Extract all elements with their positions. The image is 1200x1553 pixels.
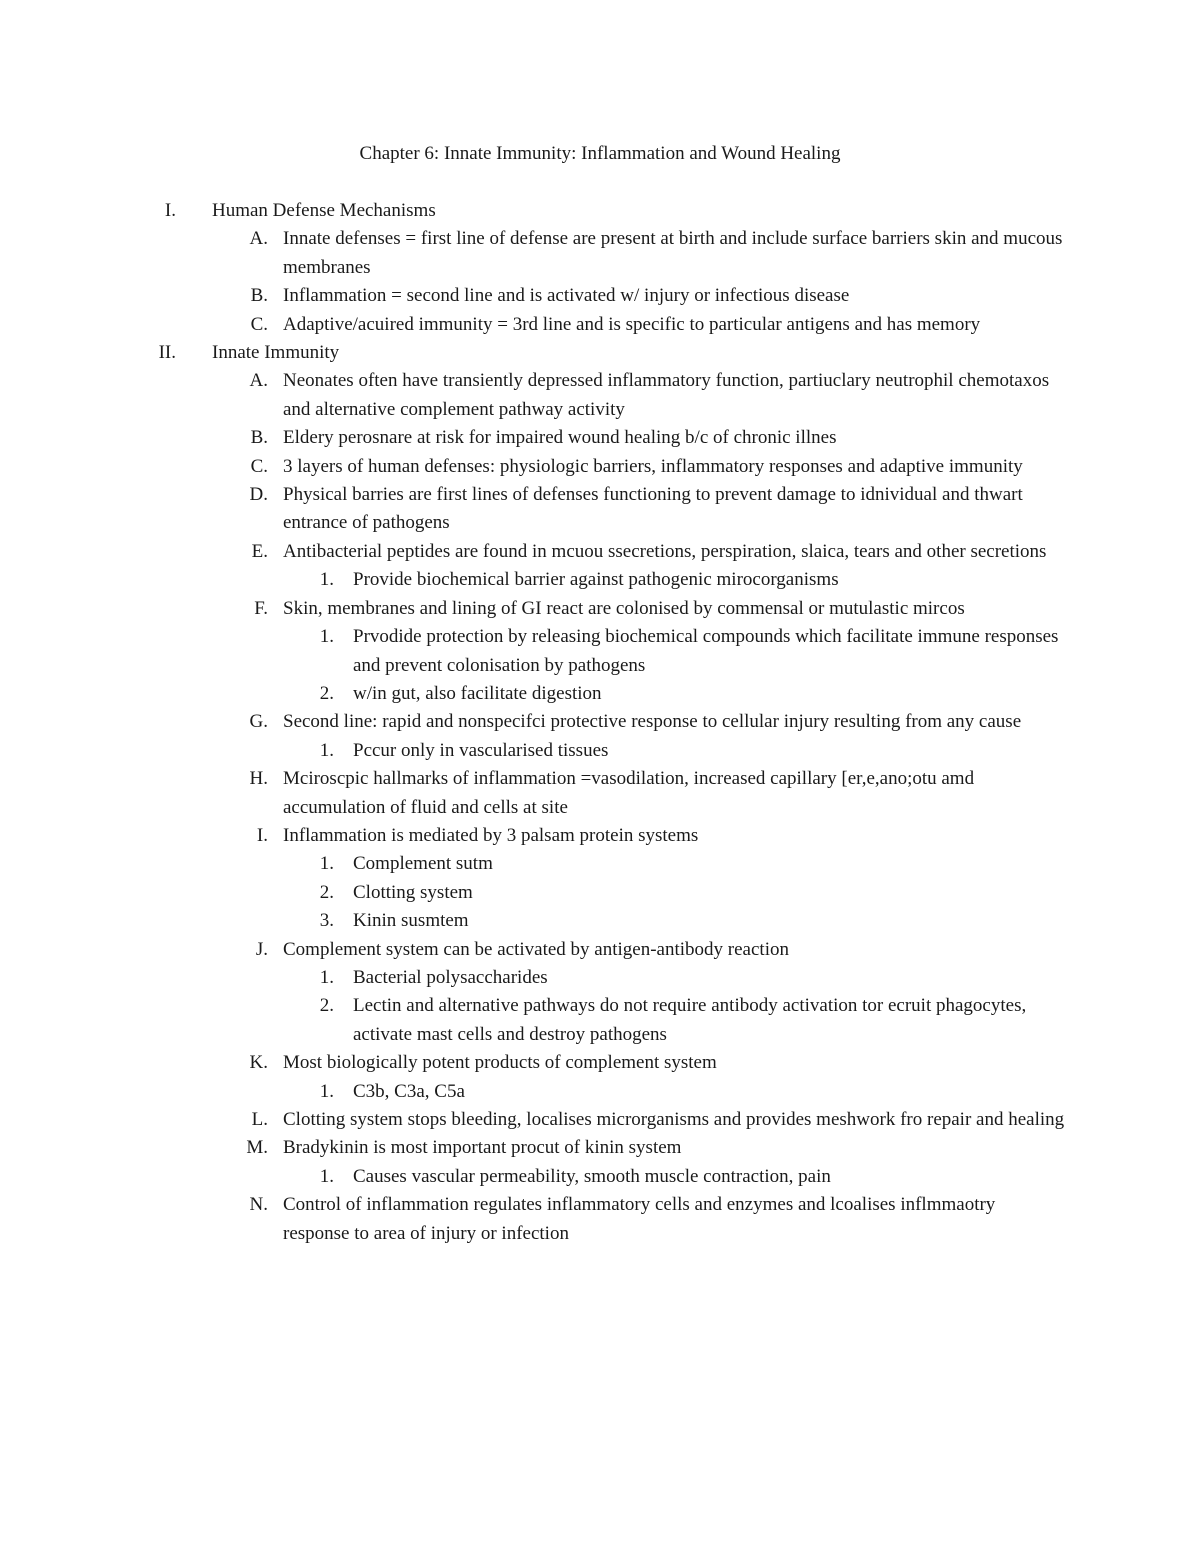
outline-text: Second line: rapid and nonspecifci protective response to cellular injury resulting from any cause — [283, 711, 1022, 733]
outline-marker: 2. — [319, 995, 334, 1017]
outline-marker: 1. — [319, 569, 334, 591]
outline-text: Prvodide protection by releasing biochemical compounds which facilitate immune responses and prevent colonisation by pathogens — [353, 626, 1059, 676]
outline-item-level-2 — [0, 595, 1200, 623]
outline-marker: D. — [249, 484, 268, 506]
outline-marker: F. — [254, 597, 268, 619]
outline-item-level-2 — [0, 424, 1200, 452]
outline-item-level-2 — [0, 311, 1200, 339]
outline-marker: L. — [251, 1109, 268, 1130]
outline-text: Kinin susmtem — [353, 910, 469, 932]
outline-item-level-1 — [0, 339, 1200, 367]
outline-marker: I. — [164, 200, 176, 221]
outline-marker: 2. — [319, 881, 334, 903]
outline-text: Physical barries are first lines of defenses functioning to prevent damage to idnividual and thwart entrance of pathogens — [283, 484, 1023, 534]
outline-marker: 1. — [319, 853, 334, 875]
outline-marker: K. — [249, 1052, 268, 1074]
outline-text: Clotting system — [353, 881, 473, 903]
outline-text: Antibacterial peptides are found in mcuou ssecretions, perspiration, slaica, tears and other secretions — [283, 540, 1047, 562]
outline-marker: C. — [250, 313, 268, 335]
outline-item-level-3 — [0, 623, 1200, 680]
outline-text: C3b, C3a, C5a — [353, 1080, 465, 1102]
outline-item-level-1 — [0, 197, 1200, 225]
page-title: Chapter 6: Innate Immunity: Inflammation and Wound Healing — [359, 143, 841, 164]
outline-item-level-2 — [0, 282, 1200, 310]
outline-text: Inflammation is mediated by 3 palsam protein systems — [283, 824, 699, 846]
outline-item-level-2 — [0, 367, 1200, 424]
outline-text: Most biologically potent products of complement system — [283, 1052, 717, 1074]
outline-marker: 1. — [319, 1165, 334, 1187]
outline-marker: G. — [249, 711, 268, 733]
outline-marker: N. — [249, 1194, 268, 1216]
outline-marker: 1. — [319, 966, 334, 988]
outline-item-level-3 — [0, 1078, 1200, 1106]
outline-text: Clotting system stops bleeding, localises microrganisms and provides meshwork fro repair and healing — [283, 1109, 1065, 1130]
outline-item-level-2 — [0, 708, 1200, 736]
outline-marker: II. — [158, 342, 176, 364]
outline-item-level-2 — [0, 1106, 1200, 1134]
outline-item-level-3 — [0, 680, 1200, 708]
outline-text: Causes vascular permeability, smooth muscle contraction, pain — [353, 1165, 831, 1187]
outline-marker: A. — [249, 370, 268, 392]
outline-marker: M. — [246, 1137, 268, 1159]
outline-text: Bradykinin is most important procut of kinin system — [283, 1137, 682, 1159]
outline-text: Human Defense Mechanisms — [212, 200, 436, 221]
outline-marker: J. — [255, 938, 268, 960]
outline-text: Innate Immunity — [212, 342, 340, 364]
outline-marker: A. — [249, 228, 268, 250]
outline-item-level-3 — [0, 566, 1200, 594]
outline-item-level-3 — [0, 907, 1200, 935]
outline-text: Inflammation = second line and is activated w/ injury or infectious disease — [283, 285, 850, 307]
outline-marker: E. — [251, 540, 268, 562]
outline-marker: B. — [250, 285, 268, 307]
outline-item-level-3 — [0, 964, 1200, 992]
outline-text: Neonates often have transiently depressed inflammatory function, partiuclary neutrophil chemotaxos and alternative complement pathway activity — [283, 370, 1050, 420]
outline-item-level-2 — [0, 1191, 1200, 1248]
outline-item-level-3 — [0, 737, 1200, 765]
outline-item-level-3 — [0, 992, 1200, 1049]
outline-marker: I. — [256, 824, 268, 846]
outline-text: Pccur only in vascularised tissues — [353, 739, 609, 761]
outline-text: Skin, membranes and lining of GI react are colonised by commensal or mutulastic mircos — [283, 597, 965, 619]
outline-marker: 2. — [319, 682, 334, 704]
outline-marker: C. — [250, 455, 268, 477]
outline-text: Mciroscpic hallmarks of inflammation =vasodilation, increased capillary [er,e,ano;otu amd accumulation of fluid and cells at site — [283, 768, 975, 818]
outline-marker: B. — [250, 427, 268, 449]
outline-item-level-3 — [0, 850, 1200, 878]
outline-item-level-2 — [0, 936, 1200, 964]
outline-text: w/in gut, also facilitate digestion — [353, 682, 602, 704]
outline-text: Provide biochemical barrier against pathogenic mirocorganisms — [353, 569, 839, 591]
outline-item-level-2 — [0, 481, 1200, 538]
outline-text: Complement sutm — [353, 853, 493, 875]
outline-marker: 1. — [319, 1080, 334, 1102]
outline-text: Eldery perosnare at risk for impaired wound healing b/c of chronic illnes — [283, 427, 837, 449]
outline-item-level-2 — [0, 453, 1200, 481]
outline-item-level-2 — [0, 1134, 1200, 1162]
outline-list — [0, 197, 1200, 1248]
outline-text: Control of inflammation regulates inflammatory cells and enzymes and lcoalises inflmmaotry response to area of injury or infection — [283, 1194, 996, 1244]
outline-text: Bacterial polysaccharides — [353, 966, 548, 988]
outline-item-level-2 — [0, 538, 1200, 566]
outline-item-level-3 — [0, 879, 1200, 907]
outline-text: Innate defenses = first line of defense are present at birth and include surface barriers skin and mucous membranes — [283, 228, 1063, 278]
outline-text: 3 layers of human defenses: physiologic barriers, inflammatory responses and adaptive immunity — [283, 455, 1023, 477]
outline-item-level-2 — [0, 1049, 1200, 1077]
outline-marker: 1. — [319, 626, 334, 648]
outline-text: Lectin and alternative pathways do not require antibody activation tor ecruit phagocytes, activate mast cells and destroy pathogens — [353, 995, 1027, 1045]
outline-item-level-2 — [0, 765, 1200, 822]
outline-text: Adaptive/acuired immunity = 3rd line and is specific to particular antigens and has memory — [283, 313, 981, 335]
outline-marker: 3. — [319, 910, 334, 932]
outline-item-level-2 — [0, 225, 1200, 282]
outline-marker: 1. — [319, 739, 334, 761]
outline-text: Complement system can be activated by antigen-antibody reaction — [283, 938, 789, 960]
outline-item-level-3 — [0, 1163, 1200, 1191]
outline-item-level-2 — [0, 822, 1200, 850]
outline-marker: H. — [249, 768, 268, 790]
